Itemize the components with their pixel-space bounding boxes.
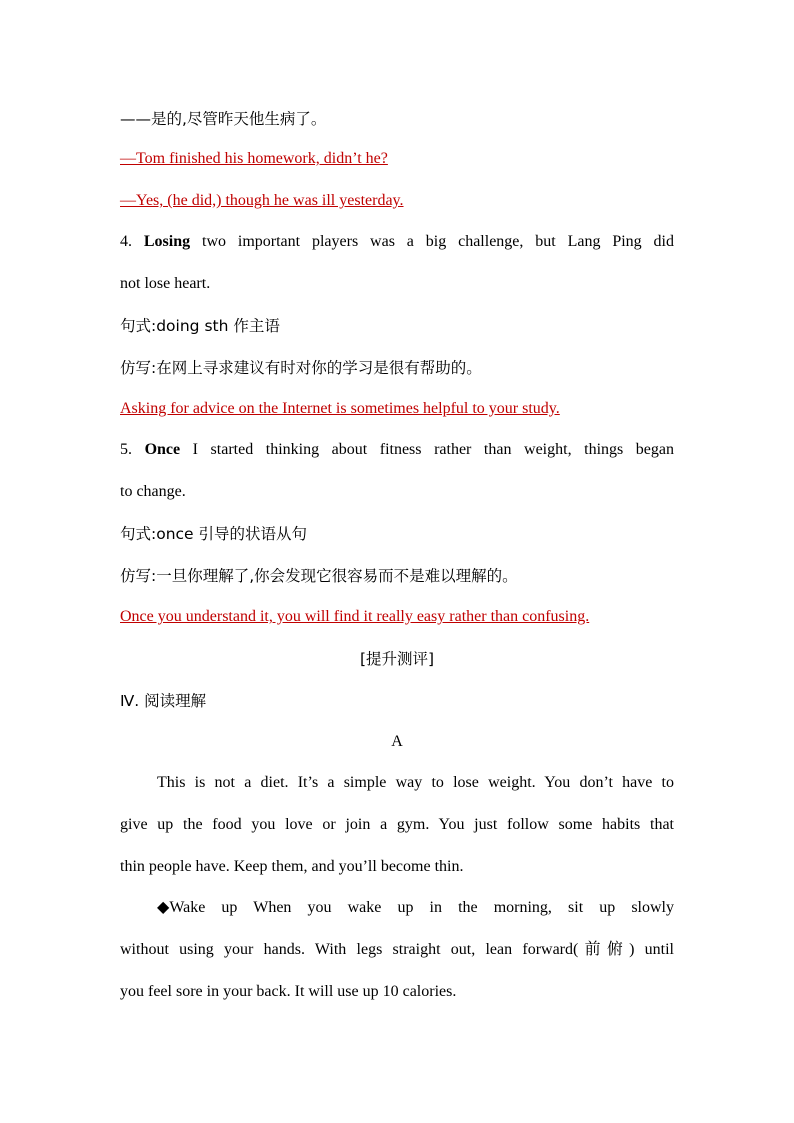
item-5-imitation-prompt: 仿写:一旦你理解了,你会发现它很容易而不是难以理解的。 — [120, 567, 518, 585]
passage-paragraph-2-line-3: you feel sore in your back. It will use up 10 calories. — [120, 983, 457, 1000]
item-5-number: 5. — [120, 441, 145, 458]
item-4-sentence-text: two important players was a big challenge, but Lang Ping did — [190, 233, 674, 250]
section-heading: [提升测评] — [359, 650, 435, 668]
item-4-pattern: 句式:doing sth 作主语 — [120, 317, 280, 335]
item-4-number: 4. — [120, 233, 144, 250]
passage-label: A — [391, 733, 403, 750]
item-5-sentence-line-1 — [120, 440, 674, 460]
answer-english-line-1 — [120, 149, 674, 169]
item-4-sentence-line-1 — [120, 232, 674, 252]
item-5-sentence-text: I started thinking about fitness rather than weight, things began — [180, 441, 675, 458]
diamond-bullet-icon: ◆ — [157, 899, 170, 916]
item-5-keyword: Once — [144, 441, 181, 458]
answer-chinese-translation: ——是的,尽管昨天他生病了。 — [120, 110, 327, 128]
item-5-sentence-line-2: to change. — [120, 483, 186, 500]
paragraph-2-line-1-text: Wake up When you wake up in the morning, sit up slowly — [169, 899, 674, 916]
item-5-pattern: 句式:once 引导的状语从句 — [120, 525, 308, 543]
passage-paragraph-2-line-2: without using your hands. With legs straight out, lean forward(前俯) until — [120, 941, 674, 958]
answer-english-text-2: —Yes, (he did,) though he was ill yesterday. — [120, 192, 404, 209]
item-4-sentence-line-2: not lose heart. — [120, 275, 211, 292]
item-4-answer: Asking for advice on the Internet is sometimes helpful to your study. — [120, 400, 560, 417]
answer-english-line-2 — [120, 191, 674, 211]
item-4-imitation-prompt: 仿写:在网上寻求建议有时对你的学习是很有帮助的。 — [120, 359, 482, 377]
item-5-answer: Once you understand it, you will find it really easy rather than confusing. — [120, 608, 590, 625]
passage-paragraph-1-line-2: give up the food you love or join a gym. You just follow some habits that — [120, 816, 674, 833]
answer-english-text-1: —Tom finished his homework, didn’t he? — [120, 150, 388, 167]
part-heading: Ⅳ. 阅读理解 — [120, 692, 207, 710]
passage-paragraph-2-line-1 — [120, 898, 674, 918]
item-4-answer-line — [120, 399, 674, 419]
item-5-answer-line — [120, 607, 674, 627]
item-4-keyword: Losing — [143, 233, 191, 250]
passage-paragraph-1-line-3: thin people have. Keep them, and you’ll become thin. — [120, 858, 464, 875]
passage-paragraph-1-line-1: This is not a diet. It’s a simple way to lose weight. You don’t have to — [157, 774, 674, 791]
